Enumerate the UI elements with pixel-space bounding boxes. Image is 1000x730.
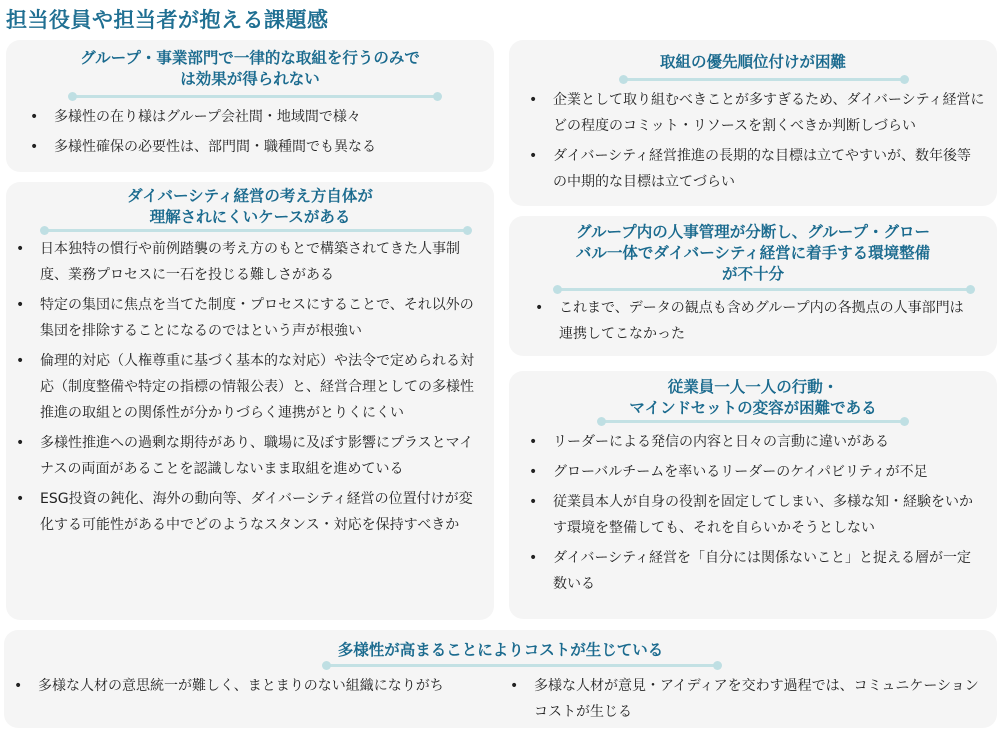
bullet-icon: •: [529, 550, 538, 566]
list-item-text: リーダーによる発信の内容と日々の言動に違いがある: [553, 434, 889, 450]
list-item: [4, 673, 500, 725]
title-divider: [553, 285, 975, 293]
list-item-text: これまで、データの観点も含めグループ内の各拠点の人事部門は連携してこなかった: [559, 300, 964, 342]
list-item: [525, 295, 977, 347]
list-item: [500, 673, 987, 725]
card-title: [4, 640, 997, 661]
list-item: [519, 87, 985, 139]
list-item-text: 日本独特の慣行や前例踏襲の考え方のもとで構築されてきた人事制度、業務プロセスに一石を投じる難しさがある: [40, 241, 460, 283]
card-title-line: 従業員一人一人の行動・: [667, 378, 839, 396]
list-item: [6, 292, 484, 344]
list-item-text: 多様な人材の意思統一が難しく、まとまりのない組織になりがち: [38, 678, 444, 694]
list-item-text: ダイバーシティ経営推進の長期的な目標は立てやすいが、数年後等の中期的な目標は立てづらい: [553, 148, 972, 190]
title-divider: [322, 661, 722, 669]
bullet-icon: •: [16, 241, 25, 257]
title-divider: [40, 226, 472, 234]
list-item: [519, 429, 983, 455]
card-title-line: マインドセットの変容が困難である: [629, 399, 877, 417]
list-item: [519, 459, 983, 485]
card-title-line: が不十分: [721, 265, 784, 283]
card-title-line: バル一体でダイバーシティ経営に着手する環境整備: [575, 244, 931, 262]
bullet-icon: •: [16, 353, 25, 369]
bullet-icon: •: [16, 297, 25, 313]
list-item: [519, 545, 983, 597]
list-item-text: ダイバーシティ経営を「自分には関係ないこと」と捉える層が一定数いる: [553, 550, 972, 592]
card-title: [6, 48, 494, 90]
bullet-icon: •: [529, 464, 538, 480]
bullet-icon: •: [30, 139, 39, 155]
card-understanding: [6, 182, 494, 620]
title-divider: [68, 92, 442, 100]
list-item: [20, 104, 494, 130]
bullet-icon: •: [529, 494, 538, 510]
card-group-uniform: [6, 40, 494, 172]
card-title-line: グループ内の人事管理が分断し、グループ・グロー: [575, 223, 931, 241]
list-item: [6, 486, 484, 538]
list-item: [6, 430, 484, 482]
card-priority: [509, 40, 997, 206]
list-item-text: 多様性確保の必要性は、部門間・職種間でも異なる: [54, 139, 376, 155]
card-title-line: グループ・事業部門で一律的な取組を行うのみで: [80, 49, 420, 67]
card-mindset: [509, 371, 997, 619]
bullet-icon: •: [30, 109, 39, 125]
card-cost: [4, 630, 997, 728]
list-item-text: 企業として取り組むべきことが多すぎるため、ダイバーシティ経営にどの程度のコミット・リソースを割くべきか判断しづらい: [553, 92, 985, 134]
title-divider: [619, 75, 909, 83]
bullet-icon: •: [16, 435, 25, 451]
card-title-line: は効果が得られない: [180, 70, 320, 88]
card-title-line: ダイバーシティ経営の考え方自体が: [127, 187, 373, 205]
list-item-text: グローバルチームを率いるリーダーのケイパビリティが不足: [553, 464, 928, 480]
bullet-icon: •: [529, 148, 538, 164]
bullet-icon: •: [529, 434, 538, 450]
bullet-icon: •: [14, 678, 23, 694]
list-item: [519, 489, 983, 541]
list-item: [20, 134, 494, 160]
card-title: [509, 377, 997, 419]
bullet-icon: •: [16, 491, 25, 507]
list-item-text: ESG投資の鈍化、海外の動向等、ダイバーシティ経営の位置付けが変化する可能性がある中でどのようなスタンス・対応を保持すべきか: [40, 491, 473, 533]
bullet-icon: •: [529, 92, 538, 108]
card-title-line: 多様性が高まることによりコストが生じている: [337, 641, 664, 659]
card-title: [509, 222, 997, 285]
bullet-icon: •: [510, 678, 519, 694]
list-item-text: 多様性推進への過剰な期待があり、職場に及ぼす影響にプラスとマイナスの両面があることを認識しないまま取組を進めている: [40, 435, 474, 477]
bullet-icon: •: [535, 300, 544, 316]
title-divider: [597, 417, 909, 425]
list-item-text: 特定の集団に焦点を当てた制度・プロセスにすることで、それ以外の集団を排除することになるのではという声が根強い: [40, 297, 474, 339]
card-hr-management: [509, 216, 997, 356]
card-title: [509, 52, 997, 73]
list-item-text: 倫理的対応（人権尊重に基づく基本的な対応）や法令で定められる対応（制度整備や特定の指標の情報公表）と、経営合理としての多様性推進の取組との関係性が分かりづらく連携がとりくにくい: [40, 353, 474, 421]
list-item-text: 従業員本人が自身の役割を固定してしまい、多様な知・経験をいかす環境を整備しても、それを自らいかそうとしない: [553, 494, 973, 536]
list-item: [6, 348, 484, 426]
card-title: [6, 186, 494, 228]
list-item-text: 多様な人材が意見・アイディアを交わす過程では、コミュニケーションコストが生じる: [534, 678, 979, 720]
list-item: [519, 143, 985, 195]
page-title: 担当役員や担当者が抱える課題感: [6, 8, 329, 32]
card-title-line: 取組の優先順位付けが困難: [659, 53, 846, 71]
card-title-line: 理解されにくいケースがある: [149, 208, 351, 226]
list-item-text: 多様性の在り様はグループ会社間・地域間で様々: [54, 109, 361, 125]
list-item: [6, 236, 484, 288]
